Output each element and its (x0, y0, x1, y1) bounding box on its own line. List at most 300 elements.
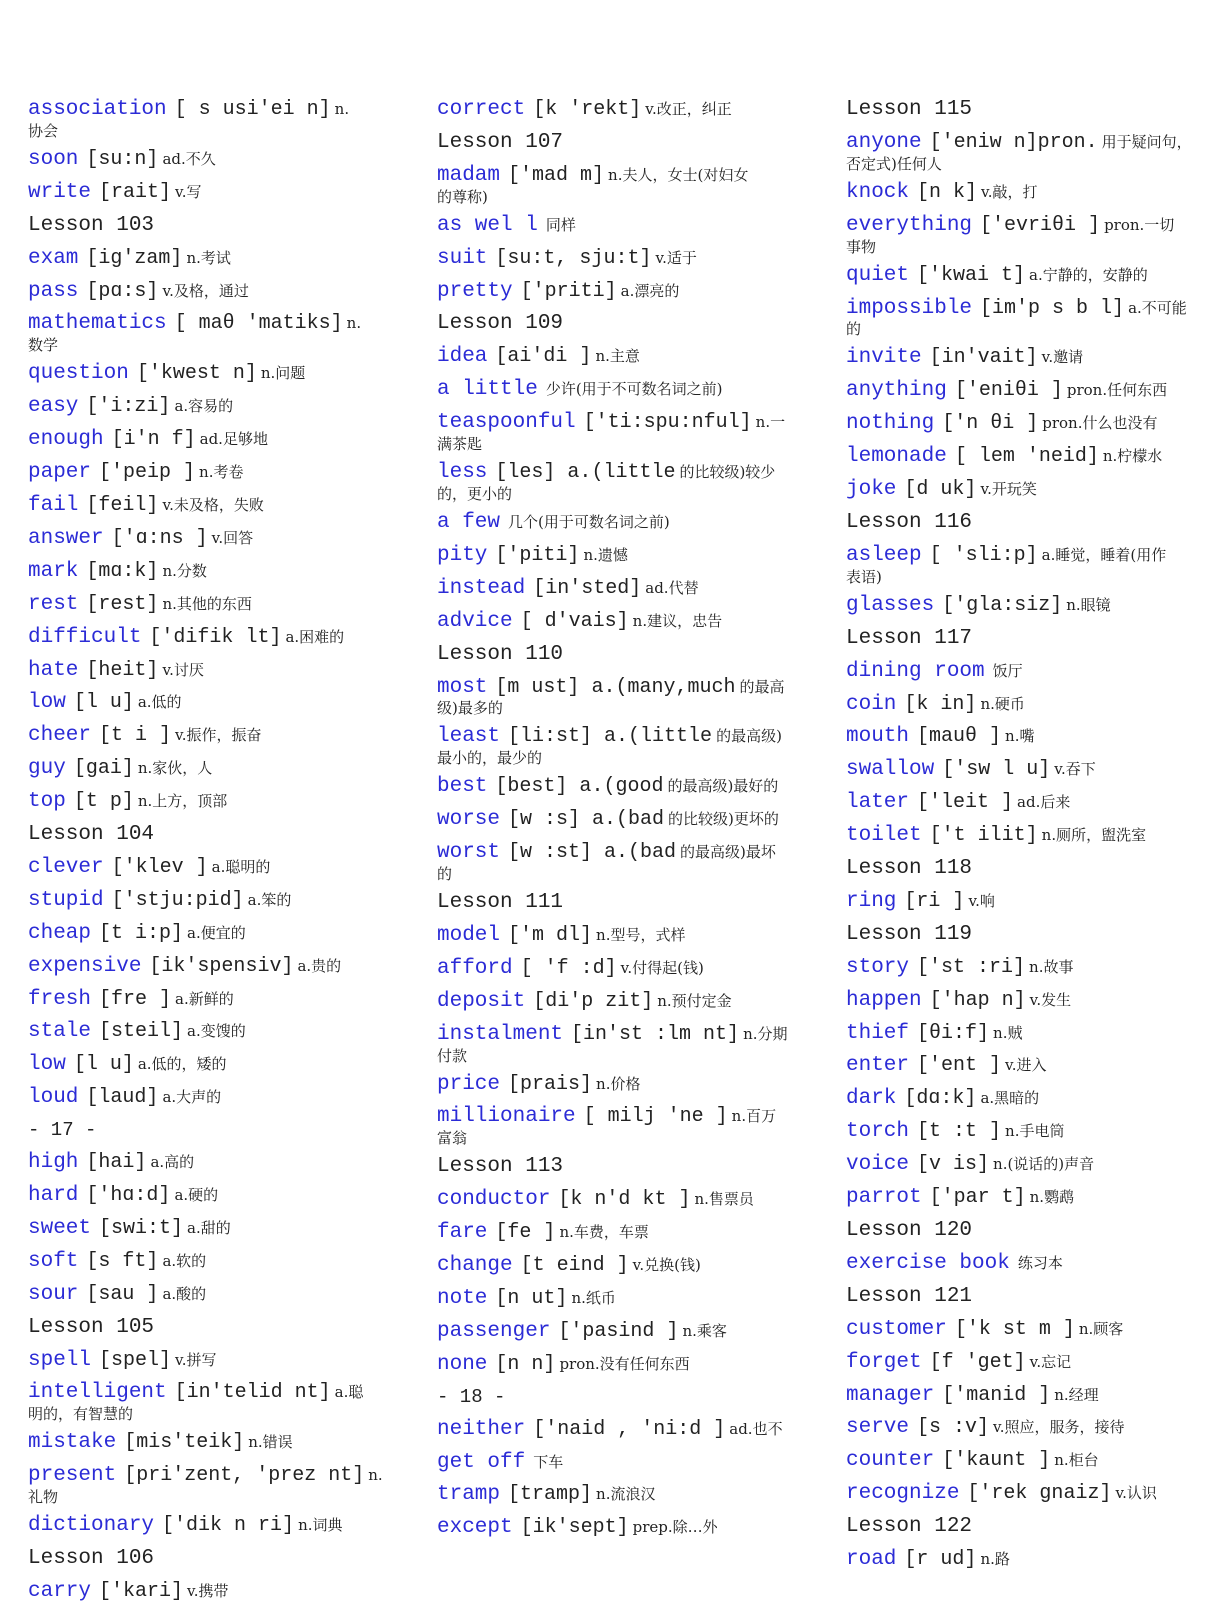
phonetic-transcription: ['par t] (929, 1186, 1026, 1210)
vocab-entry (28, 1179, 378, 1212)
vocab-word: pretty (437, 279, 513, 303)
vocab-entry (846, 1115, 1196, 1148)
vocab-entry (846, 374, 1196, 407)
vocab-column-3 (846, 93, 1196, 1576)
vocab-word: model (437, 923, 501, 947)
definition: n.车费，车票 (559, 1223, 649, 1242)
phonetic-transcription: [w :s] a.(bad (508, 808, 665, 832)
phonetic-transcription: [gai] (73, 757, 134, 781)
phonetic-transcription: ['gla:siz] (942, 593, 1063, 617)
phonetic-transcription: [feil] (86, 493, 159, 517)
definition-continuation: 的尊称) (437, 187, 488, 206)
definition: n.家伙，人 (137, 759, 213, 778)
definition-continuation: 数学 (28, 336, 59, 355)
definition: v.进入 (1005, 1056, 1047, 1075)
vocab-entry (437, 1018, 787, 1051)
vocab-word: anyone (846, 130, 922, 154)
lesson-title: Lesson 107 (437, 130, 564, 154)
phonetic-transcription: ['leit ] (917, 791, 1014, 815)
phonetic-transcription: ['rek gnaiz] (967, 1482, 1112, 1506)
phonetic-transcription: [t i:p] (99, 921, 184, 945)
definition: a.睡觉，睡着(用作 (1041, 545, 1167, 564)
definition: v.邀请 (1041, 348, 1084, 367)
lesson-heading (846, 1214, 1196, 1247)
definition-continuation: 事物 (846, 237, 877, 256)
phonetic-transcription: [mauθ ] (917, 725, 1002, 749)
definition: n.其他的东西 (162, 594, 252, 613)
phonetic-transcription: [r ud] (904, 1548, 977, 1572)
vocab-entry (28, 93, 378, 126)
phonetic-transcription: [in'sted] (533, 576, 642, 600)
vocab-entry (28, 983, 378, 1016)
definition: ad.不久 (162, 149, 216, 168)
definition: 的最高 (739, 677, 785, 696)
definition: a.变馊的 (187, 1022, 246, 1041)
definition: n.柜台 (1054, 1451, 1099, 1470)
vocab-entry (437, 1282, 787, 1315)
phonetic-transcription: [t eind ] (520, 1254, 629, 1278)
vocab-entry (846, 1379, 1196, 1412)
phonetic-transcription: [n ut] (495, 1287, 568, 1310)
vocab-entry (846, 589, 1196, 622)
lesson-title: Lesson 116 (846, 510, 973, 534)
definition: n.故事 (1029, 957, 1074, 976)
vocab-word: hard (28, 1184, 79, 1207)
vocab-entry (28, 1278, 378, 1311)
definition: v.照应，服务，接待 (993, 1418, 1125, 1437)
definition: ad.后来 (1017, 793, 1071, 812)
vocab-word: write (28, 180, 92, 204)
definition: v.及格，通过 (162, 281, 249, 300)
phonetic-transcription: [su:t, sju:t] (495, 246, 652, 270)
definition: pron.什么也没有 (1042, 414, 1158, 433)
phonetic-transcription: ['kari] (99, 1579, 184, 1603)
phonetic-transcription: [t p] (73, 790, 134, 814)
phonetic-transcription: [in'vait] (929, 346, 1038, 370)
definition: 的比较级)较少 (679, 463, 776, 482)
vocab-word: enter (846, 1054, 910, 1078)
phonetic-transcription: ['eniθi ] (954, 379, 1063, 403)
vocab-entry (437, 985, 787, 1018)
vocab-word: worst (437, 841, 501, 865)
page-number-text: - 17 - (28, 1119, 97, 1142)
vocab-entry (437, 1478, 787, 1511)
phonetic-transcription: [tramp] (508, 1483, 593, 1507)
vocab-entry (437, 373, 787, 406)
vocab-word: worse (437, 808, 501, 832)
vocab-entry (28, 489, 378, 522)
vocab-word: difficult (28, 625, 142, 649)
vocab-entry (437, 605, 787, 638)
vocab-entry (28, 307, 378, 340)
definition: a.不可能 (1128, 298, 1187, 317)
phonetic-transcription: ['hap n] (929, 988, 1026, 1012)
phonetic-transcription: [ maθ 'matiks] (174, 312, 343, 336)
lesson-heading (437, 307, 787, 340)
vocab-entry (846, 1247, 1196, 1280)
phonetic-transcription: ['peip ] (99, 461, 196, 485)
vocab-word: pass (28, 279, 79, 303)
vocab-word: less (437, 461, 488, 485)
definition: 下车 (533, 1452, 564, 1471)
phonetic-transcription: [ milj 'ne ] (583, 1105, 728, 1129)
definition: pron.任何东西 (1066, 381, 1168, 400)
definition: v.振作，振奋 (175, 726, 262, 745)
phonetic-transcription: ['eniw n]pron. (929, 130, 1098, 154)
phonetic-transcription: [l u] (73, 691, 134, 715)
vocab-word: mathematics (28, 312, 167, 336)
definition: n.上方，顶部 (137, 792, 228, 811)
definition-continuation: 礼物 (28, 1488, 59, 1507)
vocab-word: voice (846, 1153, 910, 1177)
vocab-word: nothing (846, 412, 935, 436)
vocab-word: except (437, 1516, 513, 1540)
definition: 练习本 (1017, 1253, 1063, 1272)
definition: n.主意 (595, 347, 640, 366)
vocab-entry (846, 1049, 1196, 1082)
vocab-word: fresh (28, 987, 92, 1011)
definition: 几个(用于可数名词之前) (508, 512, 670, 531)
definition: v.未及格，失败 (162, 495, 264, 514)
lesson-heading (28, 1311, 378, 1344)
vocab-entry (437, 1183, 787, 1216)
vocab-entry (437, 340, 787, 373)
lesson-heading (28, 818, 378, 851)
vocab-word: get off (437, 1450, 526, 1474)
vocab-word: fare (437, 1221, 488, 1245)
definition: a.聪明的 (211, 857, 271, 876)
definition: n.路 (980, 1550, 1010, 1569)
lesson-heading (846, 1280, 1196, 1313)
vocab-entry (846, 176, 1196, 209)
vocab-word: invite (846, 346, 922, 370)
phonetic-transcription: [ri ] (904, 889, 965, 913)
vocab-word: toilet (846, 824, 922, 848)
phonetic-transcription: [rest] (86, 592, 159, 616)
definition: a.低的，矮的 (137, 1055, 227, 1074)
phonetic-transcription: [fre ] (99, 987, 172, 1011)
vocab-word: note (437, 1287, 488, 1310)
definition-continuation: 的 (437, 865, 453, 884)
definition-continuation: 协会 (28, 121, 59, 140)
definition: a.聪 (334, 1383, 364, 1402)
vocab-word: recognize (846, 1482, 960, 1506)
definition-continuation: 级)最多的 (437, 699, 503, 718)
definition: n.硬币 (980, 694, 1025, 713)
vocab-word: everything (846, 213, 973, 237)
definition-continuation: 明的，有智慧的 (28, 1405, 134, 1424)
definition: n.分期 (743, 1024, 788, 1043)
vocab-word: change (437, 1254, 513, 1278)
definition: v.拼写 (175, 1350, 217, 1369)
vocab-word: swallow (846, 758, 935, 782)
definition: a.漂亮的 (620, 281, 680, 300)
definition: v.付得起(钱) (620, 958, 704, 977)
vocab-word: sour (28, 1282, 79, 1306)
phonetic-transcription: [n k] (917, 180, 978, 204)
definition-continuation: 的 (846, 320, 862, 339)
phonetic-transcription: [fe ] (495, 1221, 556, 1245)
vocab-word: paper (28, 461, 92, 485)
vocab-word: dictionary (28, 1514, 155, 1538)
vocab-word: cheer (28, 724, 92, 748)
vocab-word: most (437, 675, 488, 699)
vocab-entry (846, 1346, 1196, 1379)
vocab-entry (28, 1146, 378, 1179)
phonetic-transcription: [pɑ:s] (86, 279, 159, 303)
vocab-entry (28, 884, 378, 917)
vocab-word: mistake (28, 1431, 117, 1455)
vocab-word: afford (437, 956, 513, 980)
vocab-entry (437, 919, 787, 952)
vocab-word: soon (28, 147, 79, 171)
definition: a.困难的 (285, 627, 345, 646)
vocab-word: later (846, 791, 910, 815)
definition: 少许(用于不可数名词之前) (545, 380, 723, 399)
definition: n.经理 (1054, 1385, 1099, 1404)
vocab-entry (28, 950, 378, 983)
definition-continuation: 的，更小的 (437, 484, 513, 503)
vocab-entry (846, 259, 1196, 292)
definition: a.便宜的 (187, 923, 246, 942)
lesson-heading (437, 126, 787, 159)
vocab-entry (437, 159, 787, 192)
page-number-text: - 18 - (437, 1385, 506, 1408)
phonetic-transcription: [su:n] (86, 147, 159, 171)
vocab-word: instalment (437, 1022, 564, 1046)
vocab-word: exam (28, 246, 79, 270)
vocab-entry (28, 1426, 378, 1459)
lesson-title: Lesson 120 (846, 1219, 973, 1242)
vocab-word: impossible (846, 296, 973, 320)
vocab-entry (28, 242, 378, 275)
definition: v.认识 (1115, 1484, 1157, 1503)
phonetic-transcription: [in'st :lm nt] (571, 1022, 740, 1046)
phonetic-transcription: [k n'd kt ] (558, 1188, 691, 1212)
definition: n.柠檬水 (1102, 447, 1163, 466)
phonetic-transcription: [w :st] a.(bad (508, 841, 677, 865)
vocab-entry (437, 242, 787, 275)
phonetic-transcription: [t i ] (99, 724, 172, 748)
lesson-heading (437, 1150, 787, 1183)
phonetic-transcription: ['stju:pid] (111, 888, 244, 912)
vocab-entry (437, 803, 787, 836)
phonetic-transcription: [ d'vais] (520, 609, 629, 633)
vocab-entry (28, 390, 378, 423)
vocab-word: madam (437, 163, 501, 187)
vocab-entry (846, 720, 1196, 753)
vocab-word: asleep (846, 543, 922, 567)
definition: n. (346, 314, 362, 333)
vocab-word: question (28, 362, 129, 386)
vocab-entry (846, 786, 1196, 819)
vocab-entry (846, 1313, 1196, 1346)
lesson-heading (846, 852, 1196, 885)
vocab-word: guy (28, 757, 66, 781)
definition: n.售票员 (694, 1190, 754, 1209)
phonetic-transcription: [i'n f] (111, 428, 196, 452)
definition: 同样 (545, 215, 576, 234)
vocab-entry (28, 917, 378, 950)
vocab-word: instead (437, 576, 526, 600)
lesson-title: Lesson 121 (846, 1284, 973, 1308)
lesson-title: Lesson 118 (846, 857, 973, 881)
definition: a.大声的 (162, 1088, 222, 1107)
vocab-entry (437, 572, 787, 605)
phonetic-transcription: [les] a.(little (495, 461, 676, 485)
phonetic-transcription: [mɑ:k] (86, 559, 159, 583)
vocab-entry (437, 506, 787, 539)
vocab-word: manager (846, 1383, 935, 1407)
definition: a.贵的 (297, 956, 342, 975)
definition: a.硬的 (174, 1186, 219, 1204)
phonetic-transcription: [swi:t] (99, 1216, 184, 1240)
lesson-title: Lesson 117 (846, 626, 973, 650)
definition: a.低的 (137, 693, 182, 712)
lesson-title: Lesson 109 (437, 312, 564, 336)
phonetic-transcription: [k 'rekt] (533, 98, 642, 121)
phonetic-transcription: ['n θi ] (942, 412, 1039, 436)
definition: n.眼镜 (1066, 595, 1111, 614)
definition: a.甜的 (187, 1218, 231, 1237)
phonetic-transcription: [m ust] a.(many,much (495, 675, 736, 699)
phonetic-transcription: [ lem 'neid] (954, 445, 1099, 469)
vocab-word: cheap (28, 921, 92, 945)
vocab-word: knock (846, 180, 910, 204)
definition: n.(说话的)声音 (993, 1155, 1095, 1174)
vocab-entry (437, 1511, 787, 1544)
lesson-heading (846, 918, 1196, 951)
definition: n.厕所，盥洗室 (1041, 826, 1147, 845)
phonetic-transcription: ['pasind ] (558, 1319, 679, 1343)
definition: n.鹦鹉 (1029, 1188, 1075, 1207)
vocab-entry (28, 1575, 378, 1608)
definition-continuation: 满茶匙 (437, 435, 483, 454)
definition: pron.没有任何东西 (559, 1354, 690, 1373)
lesson-title: Lesson 113 (437, 1155, 564, 1179)
phonetic-transcription: [ s usi'ei n] (174, 98, 331, 121)
definition: n.错误 (248, 1433, 293, 1452)
vocab-word: idea (437, 345, 488, 369)
lesson-heading (846, 93, 1196, 126)
phonetic-transcription: ['kwest n] (136, 362, 257, 386)
phonetic-transcription: [t :t ] (917, 1120, 1002, 1144)
vocab-entry (846, 1411, 1196, 1444)
vocab-word: correct (437, 98, 526, 121)
vocab-entry (846, 407, 1196, 440)
vocab-entry (437, 209, 787, 242)
vocab-entry (28, 555, 378, 588)
phonetic-transcription: [ik'spensiv] (149, 954, 294, 978)
vocab-word: pity (437, 543, 488, 567)
vocab-word: spell (28, 1348, 92, 1372)
phonetic-transcription: [dɑ:k] (904, 1087, 977, 1111)
vocab-entry (846, 1148, 1196, 1181)
vocab-entry (28, 654, 378, 687)
definition: n. (368, 1466, 383, 1485)
phonetic-transcription: [s ft] (86, 1249, 159, 1273)
lesson-heading (437, 886, 787, 919)
phonetic-transcription: [f 'get] (929, 1350, 1026, 1374)
vocab-entry (437, 275, 787, 308)
vocab-word: top (28, 790, 66, 814)
vocab-word: a little (437, 378, 538, 402)
page-number (28, 1114, 378, 1146)
phonetic-transcription: [ai'di ] (495, 345, 592, 369)
vocab-entry (846, 1477, 1196, 1510)
vocab-word: low (28, 1053, 66, 1077)
definition-continuation: 付款 (437, 1046, 468, 1065)
vocab-word: advice (437, 609, 513, 633)
vocab-word: sweet (28, 1216, 92, 1240)
phonetic-transcription: [ig'zam] (86, 246, 183, 270)
definition: v.发生 (1029, 990, 1072, 1009)
vocab-entry (28, 1212, 378, 1245)
vocab-word: none (437, 1352, 488, 1376)
definition-continuation: 否定式)任何人 (846, 154, 942, 173)
vocab-word: a few (437, 510, 501, 534)
lesson-heading (846, 1510, 1196, 1543)
phonetic-transcription: ['k st m ] (954, 1317, 1075, 1341)
phonetic-transcription: ['piti] (495, 543, 580, 567)
definition: ad.足够地 (199, 430, 268, 449)
vocab-entry (28, 785, 378, 818)
definition: v.响 (968, 891, 995, 910)
vocab-entry (28, 143, 378, 176)
vocab-word: low (28, 691, 66, 715)
phonetic-transcription: ['klev ] (111, 855, 208, 879)
phonetic-transcription: [n n] (495, 1352, 556, 1376)
vocab-entry (28, 1344, 378, 1377)
lesson-title: Lesson 111 (437, 891, 564, 915)
vocab-entry (28, 752, 378, 785)
vocab-word: easy (28, 395, 79, 419)
vocab-entry (437, 1068, 787, 1101)
vocab-word: as wel l (437, 213, 538, 237)
phonetic-transcription: [di'p zit] (533, 989, 654, 1013)
vocab-entry (28, 851, 378, 884)
vocab-word: answer (28, 526, 104, 550)
vocab-entry (28, 522, 378, 555)
vocab-entry (846, 885, 1196, 918)
vocab-entry (846, 753, 1196, 786)
vocab-word: present (28, 1464, 117, 1488)
vocab-word: deposit (437, 989, 526, 1013)
vocab-word: association (28, 98, 167, 121)
phonetic-transcription: ['hɑ:d] (86, 1184, 171, 1207)
phonetic-transcription: ['manid ] (942, 1383, 1051, 1407)
phonetic-transcription: [spel] (99, 1348, 172, 1372)
lesson-title: Lesson 105 (28, 1315, 155, 1339)
phonetic-transcription: ['ɑ:ns ] (111, 526, 208, 550)
vocab-word: ring (846, 889, 897, 913)
phonetic-transcription: [mis'teik] (124, 1431, 245, 1455)
vocab-entry (28, 1509, 378, 1542)
vocab-entry (846, 473, 1196, 506)
definition: v.回答 (211, 528, 254, 547)
vocab-word: road (846, 1548, 897, 1572)
definition: n.贼 (993, 1023, 1023, 1042)
vocab-word: customer (846, 1317, 947, 1341)
vocab-entry (437, 406, 787, 439)
vocab-entry (437, 1348, 787, 1381)
definition: v.开玩笑 (980, 480, 1037, 499)
vocab-word: conductor (437, 1188, 551, 1212)
definition: a.笨的 (247, 890, 292, 909)
vocab-word: torch (846, 1120, 910, 1144)
vocab-entry (28, 456, 378, 489)
definition: 用于疑问句， (1101, 132, 1192, 151)
